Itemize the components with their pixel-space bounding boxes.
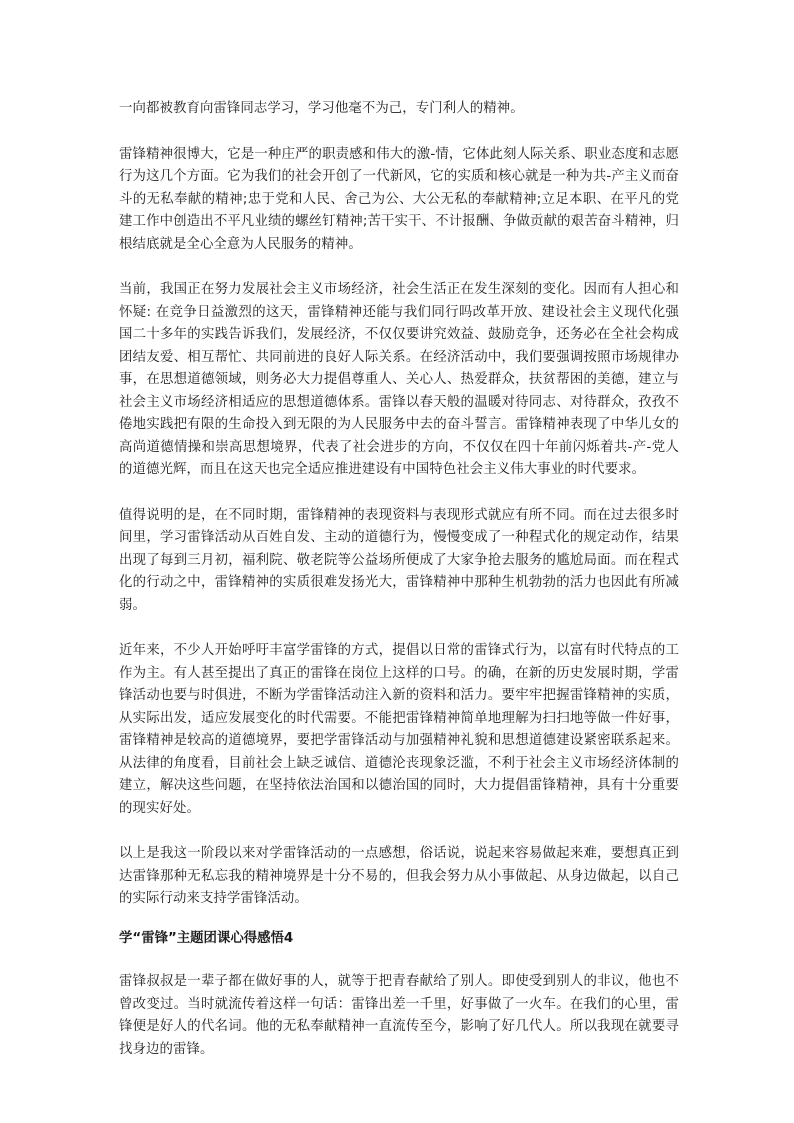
paragraph-closing: 雷锋叔叔是一辈子都在做好事的人，就等于把青春献给了别人。即使受到别人的非议，他也不曾改变过。当时就流传着这样一句话：雷锋出差一千里，好事做了一火车。在我们的心里，雷锋便是好人的代名词。他的无私奉献精神一直流传至今，影响了好几代人。所以我现在就要寻找身边的雷锋。 bbox=[119, 974, 679, 1057]
paragraph-market-economy: 当前，我国正在努力发展社会主义市场经济，社会生活正在发生深刻的变化。因而有人担心和怀疑: 在竞争日益激烈的这天，雷锋精神还能与我们同行吗改革开放、建设社会主义现代化强国二十多年的实践告诉我们，发展经济，不仅仅要讲究效益、鼓励竞争，还务必在全社会构成团结友爱、相互帮忙、共同前进的良好人际关系。在经济活动中，我们要强调按照市场规律办事，在思想道德领域，则务必大力提倡尊重人、关心人、热爱群众，扶贫帮困的美德，建立与社会主义市场经济相适应的思想道德体系。雷锋以春天般的温暖对待同志、对待群众，孜孜不倦地实践把有限的生命投入到无限的为人民服务中去的奋斗誓言。雷锋精神表现了中华儿女的高尚道德情操和崇高思想境界，代表了社会进步的方向，不仅仅在四十年前闪烁着共-产-党人的道德光辉，而且在这天也完全适应推进建设有中国特色社会主义伟大事业的时代要求。 bbox=[119, 282, 679, 477]
section-heading: 学“雷锋”主题团课心得感悟4 bbox=[119, 930, 294, 946]
paragraph-intro: 一向都被教育向雷锋同志学习，学习他毫不为己，专门利人的精神。 bbox=[119, 101, 524, 116]
paragraph-recent-years: 近年来，不少人开始呼吁丰富学雷锋的方式，提倡以日常的雷锋式行为，以富有时代特点的工作为主。有人甚至提出了真正的雷锋在岗位上这样的口号。的确，在新的历史发展时期，学雷锋活动也要与时俱进，不断为学雷锋活动注入新的资料和活力。要牢牢把握雷锋精神的实质，从实际出发，适应发展变化的时代需要。不能把雷锋精神简单地理解为扫扫地等做一件好事，雷锋精神是较高的道德境界，要把学雷锋活动与加强精神礼貌和思想道德建设紧密联系起来。从法律的角度看，目前社会上缺乏诚信、道德沦丧现象泛滥，不利于社会主义市场经济体制的建立，解决这些问题，在坚持依法治国和以德治国的同时，大力提倡雷锋精神，具有十分重要的现实好处。 bbox=[119, 643, 679, 816]
paragraph-conclusion: 以上是我这一阶段以来对学雷锋活动的一点感想，俗话说，说起来容易做起来难，要想真正到达雷锋那种无私忘我的精神境界是十分不易的，但我会努力从小事做起、从身边做起，以自己的实际行动来支持学雷锋活动。 bbox=[119, 846, 679, 906]
document-page bbox=[119, 98, 679, 1061]
paragraph-different-periods: 值得说明的是，在不同时期，雷锋精神的表现资料与表现形式就应有所不同。而在过去很多时间里，学习雷锋活动从百姓自发、主动的道德行为，慢慢变成了一种程式化的规定动作，结果出现了每到三月初，福利院、敬老院等公益场所便成了大家争抢去服务的尴尬局面。而在程式化的行动之中，雷锋精神的实质很难发扬光大，雷锋精神中那种生机勃勃的活力也因此有所减弱。 bbox=[119, 507, 679, 613]
paragraph-spirit: 雷锋精神很博大，它是一种庄严的职责感和伟大的激-情，它体此刻人际关系、职业态度和志愿行为这几个方面。它为我们的社会开创了一代新风，它的实质和核心就是一种为共-产主义而奋斗的无私奉献的精神;忠于党和人民、舍己为公、大公无私的奉献精神;立足本职、在平凡的党建工作中创造出不平凡业绩的螺丝钉精神;苦干实干、不计报酬、争做贡献的艰苦奋斗精神，归根结底就是全心全意为人民服务的精神。 bbox=[119, 146, 679, 252]
